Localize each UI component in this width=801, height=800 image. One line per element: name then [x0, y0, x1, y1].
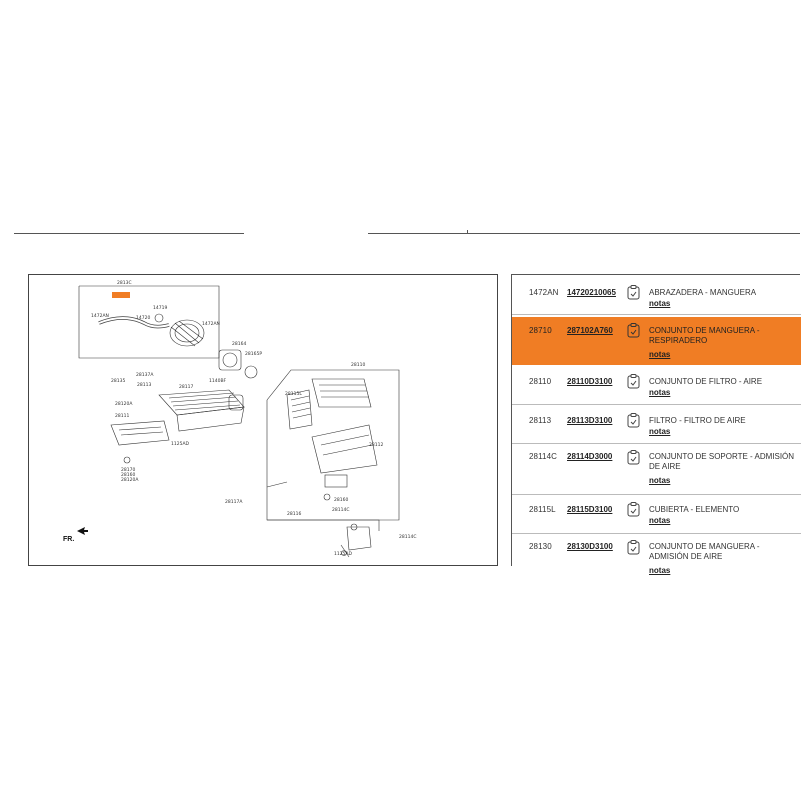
lower-bracket-shape	[111, 421, 169, 445]
part-ref: 28130	[529, 542, 552, 551]
part-notes-link[interactable]: notas	[649, 388, 671, 397]
part-code-link[interactable]: 28130D3100	[567, 542, 613, 551]
document-clip-icon[interactable]	[627, 540, 640, 555]
callout-label: 14720	[136, 316, 151, 321]
callout-label: 28113	[137, 383, 152, 388]
callout-label: 28114C	[399, 535, 417, 540]
callout-label: 28160	[121, 473, 136, 478]
part-code-link[interactable]: 287102A760	[567, 326, 613, 335]
callout-label: 28170	[121, 468, 136, 473]
callout-label: 28120A	[121, 478, 139, 483]
callout-label: 1472AN	[202, 322, 220, 327]
part-description: CUBIERTA - ELEMENTO	[649, 505, 740, 514]
part-notes-link[interactable]: notas	[649, 350, 671, 359]
diagram-drawing	[29, 275, 499, 567]
callout-label: 1125AD	[171, 442, 189, 447]
part-code-link[interactable]: 28110D3100	[567, 377, 613, 386]
part-code-link[interactable]: 28113D3100	[567, 416, 613, 425]
part-description: ABRAZADERA - MANGUERA	[649, 288, 757, 297]
part-description: CONJUNTO DE MANGUERA - ADMISIÓN DE AIRE	[649, 542, 760, 561]
part-notes-link[interactable]: notas	[649, 516, 671, 525]
parts-list-panel	[511, 274, 800, 575]
document-clip-icon[interactable]	[627, 502, 640, 517]
document-clip-icon[interactable]	[627, 323, 640, 338]
part-row[interactable]	[512, 406, 801, 444]
callout-label: 28112	[369, 443, 384, 448]
bolt-shape	[124, 457, 130, 463]
callout-label: 28114C	[332, 508, 350, 513]
part-row[interactable]	[512, 365, 801, 405]
document-clip-icon[interactable]	[627, 285, 640, 300]
callout-label: 2813C	[117, 281, 132, 286]
header-rule-right	[368, 233, 800, 234]
part-ref: 28710	[529, 326, 552, 335]
header-rule-left	[14, 233, 244, 234]
callout-label: 28115L	[285, 392, 302, 397]
part-ref: 28110	[529, 377, 552, 386]
document-clip-icon[interactable]	[627, 450, 640, 465]
callout-label: 14719	[153, 306, 168, 311]
filter-cover-shape	[312, 379, 371, 407]
part-code-link[interactable]: 28114D3000	[567, 452, 613, 461]
callout-label: 28111	[115, 414, 130, 419]
callout-label: 28110	[351, 363, 366, 368]
callout-label: 28117A	[225, 500, 243, 505]
part-ref: 28114C	[529, 452, 558, 461]
callout-label: 28160	[334, 498, 349, 503]
part-row[interactable]	[512, 496, 801, 534]
part-description: CONJUNTO DE MANGUERA - RESPIRADERO	[649, 326, 760, 345]
part-description: CONJUNTO DE FILTRO - AIRE	[649, 377, 763, 386]
exploded-parts-diagram[interactable]	[28, 274, 498, 566]
callout-label: 28137A	[136, 373, 154, 378]
part-row-selected[interactable]	[512, 317, 801, 365]
callout-label: 28135	[111, 379, 126, 384]
part-ref: 28115L	[529, 505, 556, 514]
callout-label: 1472AN	[91, 314, 109, 319]
part-row[interactable]	[512, 535, 801, 585]
part-notes-link[interactable]: notas	[649, 299, 671, 308]
part-row[interactable]	[512, 445, 801, 495]
callout-label: 1125AD	[334, 552, 352, 557]
front-label: FR.	[63, 536, 75, 543]
part-ref: 1472AN	[529, 288, 559, 297]
part-code-link[interactable]: 28115D3100	[567, 505, 613, 514]
callout-label: 28164	[232, 342, 247, 347]
callout-label: 1140BF	[209, 379, 227, 384]
document-clip-icon[interactable]	[627, 374, 640, 389]
lower-support-outline	[267, 520, 379, 531]
callout-label: 28117	[179, 385, 194, 390]
part-row[interactable]	[512, 275, 801, 315]
callout-label: 28165P	[245, 352, 263, 357]
part-notes-link[interactable]: notas	[649, 566, 671, 575]
highlight-callout-box	[112, 292, 130, 298]
document-clip-icon[interactable]	[627, 413, 640, 428]
header-rule-tick	[467, 230, 468, 234]
callout-label: 28120A	[115, 402, 133, 407]
part-ref: 28113	[529, 416, 552, 425]
callout-label: 28116	[287, 512, 302, 517]
filter-housing-shape	[312, 425, 377, 487]
air-cleaner-body-shape	[159, 390, 244, 431]
part-code-link[interactable]: 14720210065	[567, 288, 616, 297]
part-notes-link[interactable]: notas	[649, 427, 671, 436]
part-notes-link[interactable]: notas	[649, 476, 671, 485]
part-description: FILTRO - FILTRO DE AIRE	[649, 416, 746, 425]
clamp-shape	[155, 314, 163, 322]
front-arrow-icon	[77, 527, 88, 535]
part-description: CONJUNTO DE SOPORTE - ADMISIÓN DE AIRE	[649, 452, 795, 471]
